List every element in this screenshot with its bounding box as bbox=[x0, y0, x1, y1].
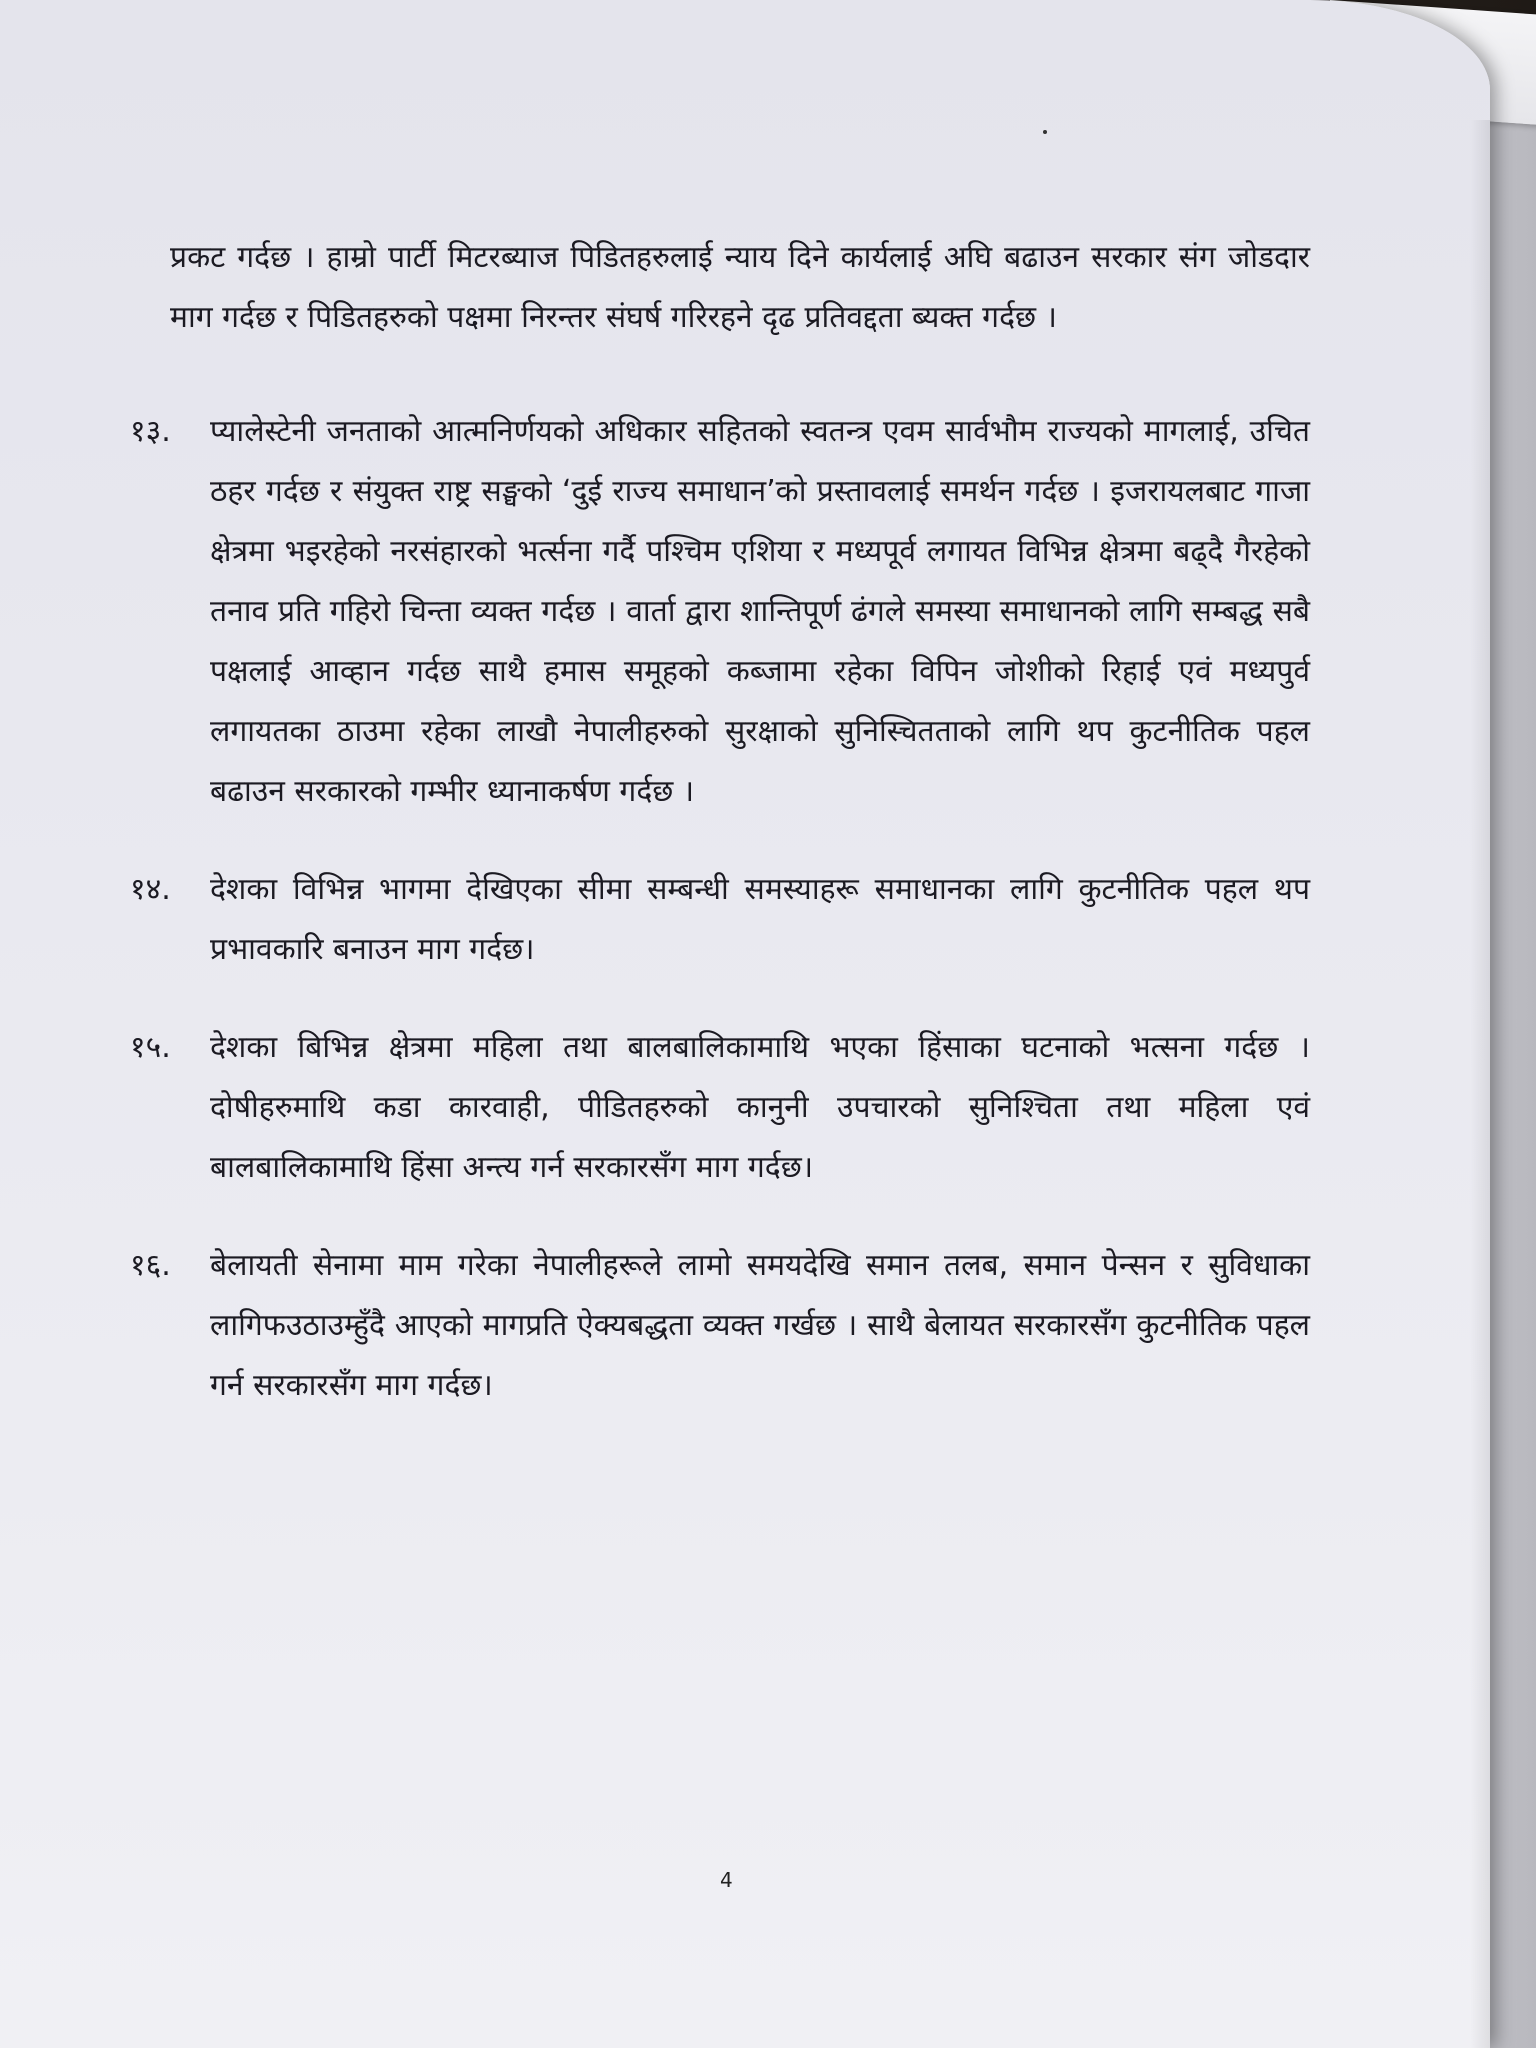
item-number: १५. bbox=[130, 1030, 171, 1065]
item-number: १६. bbox=[130, 1248, 171, 1283]
list-item-16 bbox=[130, 1236, 1310, 1416]
document-body bbox=[130, 228, 1310, 1454]
item-text: देशका बिभिन्न क्षेत्रमा महिला तथा बालबालिकामाथि भएका हिंसाका घटनाको भत्सना गर्दछ । दोषीहरुमाथि कडा कारवाही, पीडितहरुको कानुनी उपचारको सुनिश्चिता तथा महिला एवं बालबालिकामाथि हिंसा अन्त्य गर्न सरकारसँग माग गर्दछ। bbox=[210, 1030, 1310, 1185]
item-text: बेलायती सेनामा माम गरेका नेपालीहरूले लामो समयदेखि समान तलब, समान पेन्सन र सुविधाका लागिफउठाउम्हुँदै आएको मागप्रति ऐक्यबद्धता व्यक्त गर्खछ । साथै बेलायत सरकारसँग कुटनीतिक पहल गर्न सरकारसँग माग गर्दछ। bbox=[210, 1248, 1310, 1403]
item-number: १३. bbox=[130, 414, 171, 449]
paper-speck bbox=[1043, 130, 1047, 134]
page-number: 4 bbox=[720, 1868, 733, 1892]
page-edge-shadow bbox=[1470, 120, 1490, 2048]
list-item-13 bbox=[130, 402, 1310, 822]
item-number: १४. bbox=[130, 872, 171, 907]
list-item-15 bbox=[130, 1018, 1310, 1198]
item-text: प्यालेस्टेनी जनताको आत्मनिर्णयको अधिकार सहितको स्वतन्त्र एवम सार्वभौम राज्यको मागलाई, उचित ठहर गर्दछ र संयुक्त राष्ट्र सङ्घको ‘दुई राज्य समाधान’को प्रस्तावलाई समर्थन गर्दछ । इजरायलबाट गाजा क्षेत्रमा भइरहेको नरसंहारको भर्त्सना गर्दै पश्चिम एशिया र मध्यपूर्व लगायत विभिन्न क्षेत्रमा बढ्दै गैरहेको तनाव प्रति गहिरो चिन्ता व्यक्त गर्दछ । वार्ता द्वारा शान्तिपूर्ण ढंगले समस्या समाधानको लागि सम्बद्ध सबै पक्षलाई आव्हान गर्दछ साथै हमास समूहको कब्जामा रहेका विपिन जोशीको रिहाई एवं मध्यपुर्व लगायतका ठाउमा रहेका लाखौ नेपालीहरुको सुरक्षाको सुनिस्चितताको लागि थप कुटनीतिक पहल बढाउन सरकारको गम्भीर ध्यानाकर्षण गर्दछ । bbox=[210, 414, 1310, 809]
intro-paragraph: प्रकट गर्दछ । हाम्रो पार्टी मिटरब्याज पिडितहरुलाई न्याय दिने कार्यलाई अघि बढाउन सरकार संग जोडदार माग गर्दछ र पिडितहरुको पक्षमा निरन्तर संघर्ष गरिरहने दृढ प्रतिवद्दता ब्यक्त गर्दछ । bbox=[170, 240, 1310, 335]
item-text: देशका विभिन्न भागमा देखिएका सीमा सम्बन्धी समस्याहरू समाधानका लागि कुटनीतिक पहल थप प्रभावकारि बनाउन माग गर्दछ। bbox=[210, 872, 1310, 967]
list-item-14 bbox=[130, 860, 1310, 980]
